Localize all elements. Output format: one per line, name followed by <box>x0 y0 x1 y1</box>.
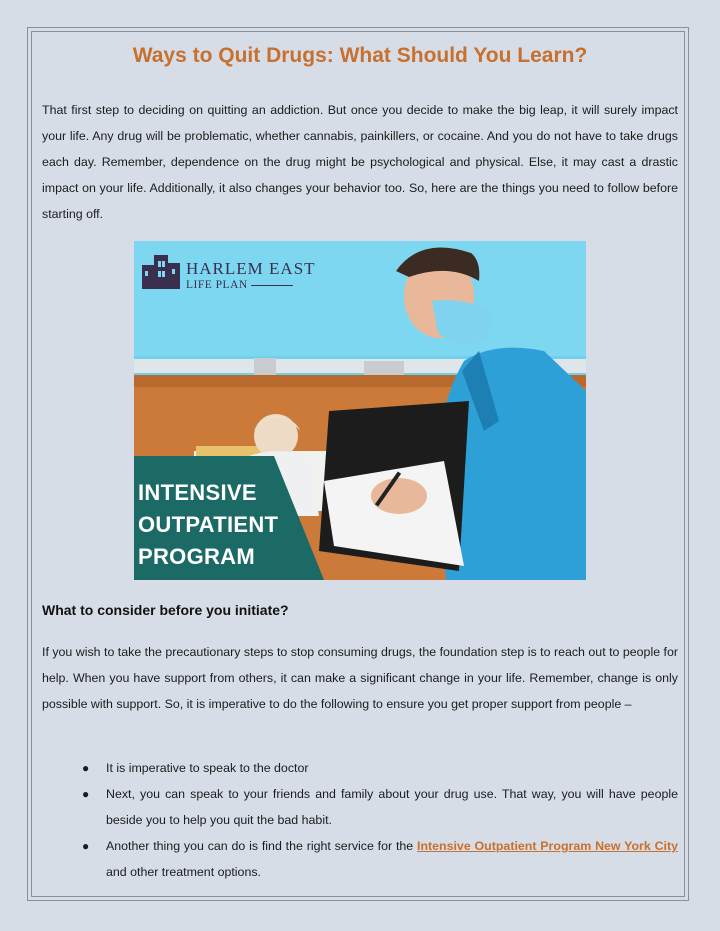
logo-name: HARLEM EAST <box>186 259 316 278</box>
banner-line: INTENSIVE <box>138 480 257 505</box>
hero-image <box>134 241 586 580</box>
list-item: ● Next, you can speak to your friends and family about your drug use. That way, you will have people beside you to help you quit the bad habit. <box>42 781 678 833</box>
banner-line: OUTPATIENT <box>138 512 279 537</box>
building-logo-icon <box>140 251 184 291</box>
program-banner-text <box>138 477 278 573</box>
logo-subname: LIFE PLAN <box>186 279 316 291</box>
support-paragraph: If you wish to take the precautionary steps to stop consuming drugs, the foundation step is to reach out to people for help. When you have support from others, it can make a significant change in your life. Remember, change is only possible with support. So, it is imperative to do the following to ensure you get proper support from people – <box>42 645 678 711</box>
intensive-outpatient-program-link[interactable]: Intensive Outpatient Program New York City <box>417 839 678 853</box>
banner-line: PROGRAM <box>138 544 255 569</box>
intro-paragraph: That first step to deciding on quitting an addiction. But once you decide to make the big leap, it will surely impact your life. Any drug will be problematic, whether cannabis, painkillers, or cocaine. And you do not have to take drugs each day. Remember, dependence on the drug might be psychological and physical. Else, it may cast a drastic impact on your life. Additionally, it also changes your behavior too. So, here are the things you need to follow before starting off. <box>42 103 678 221</box>
page-title: Ways to Quit Drugs: What Should You Learn? <box>132 44 588 67</box>
list-item: ● Another thing you can do is find the right service for the Intensive Outpatient Program New York City and other treatment options. <box>42 833 678 885</box>
bullet-icon: ● <box>82 839 90 853</box>
list-item: ● It is imperative to speak to the doctor <box>42 755 678 781</box>
bullet-icon: ● <box>82 761 90 775</box>
bullet-list <box>42 755 678 885</box>
section-heading: What to consider before you initiate? <box>42 602 289 618</box>
bullet-icon: ● <box>82 787 90 801</box>
